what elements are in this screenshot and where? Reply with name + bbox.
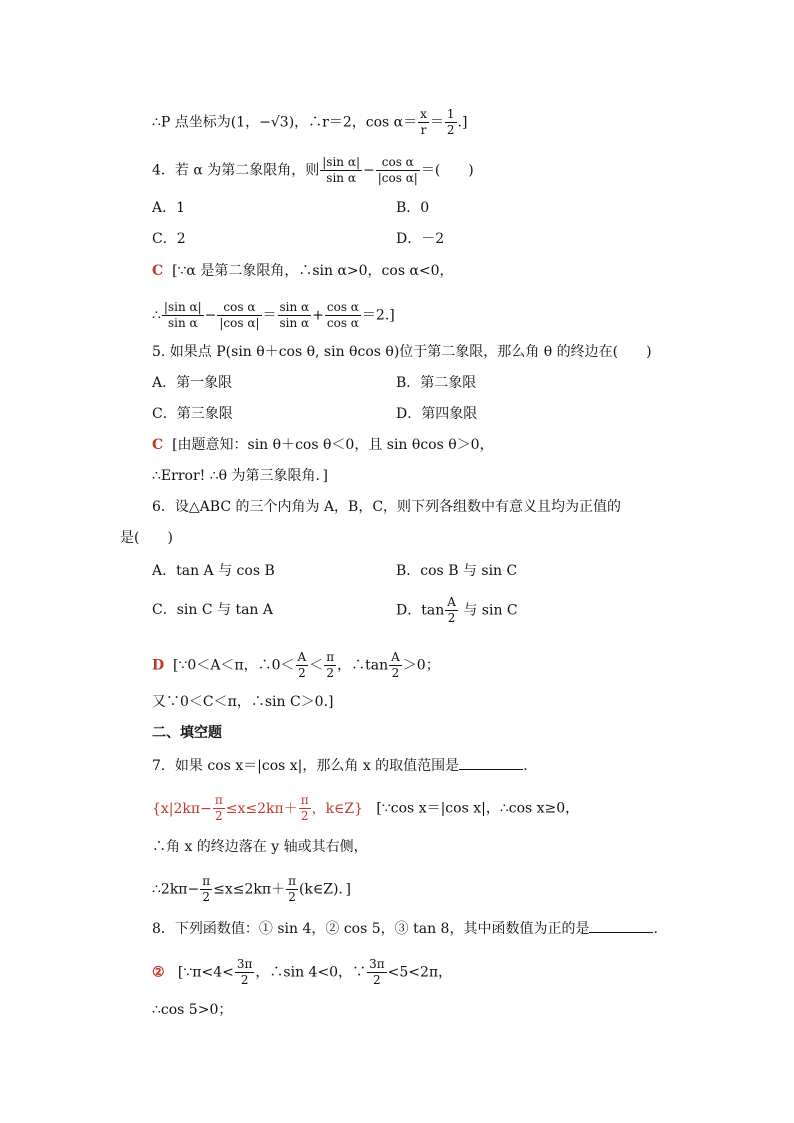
text: ∴P 点坐标为(1，−√3)，∴r＝2，cos α＝	[152, 114, 418, 131]
denominator: 2	[298, 666, 306, 680]
fraction	[296, 650, 309, 681]
fraction	[217, 300, 261, 331]
section-heading: 二、填空题	[152, 725, 222, 741]
numerator: cos α	[326, 300, 359, 314]
fraction	[213, 793, 225, 824]
fraction	[162, 300, 204, 331]
text: ，∴tan	[337, 657, 389, 674]
denominator: |cos α|	[219, 316, 260, 330]
numerator: π	[202, 874, 211, 888]
option-d	[396, 595, 518, 626]
text: ＞0；	[402, 657, 440, 674]
denominator: 2	[240, 973, 249, 987]
text: {x|2kπ−	[152, 800, 212, 817]
option-d: D．第四象限	[396, 406, 478, 422]
text: ≤x≤2kπ＋	[225, 800, 298, 817]
denominator: 2	[326, 666, 334, 680]
answer-5	[152, 435, 494, 455]
numerator: A	[391, 650, 400, 664]
answer-letter: ②	[152, 964, 165, 981]
numerator: A	[447, 595, 456, 609]
denominator: 2	[447, 611, 456, 625]
fraction	[278, 300, 312, 331]
answer-blank	[589, 918, 653, 933]
fraction	[325, 300, 361, 331]
option-c: C．2	[152, 231, 186, 247]
text: (k∈Z)．]	[298, 881, 351, 898]
numerator: A	[297, 650, 307, 664]
answer-7-line3	[152, 874, 351, 905]
text: −	[204, 307, 217, 324]
text: .	[653, 921, 658, 937]
denominator: 2	[288, 890, 296, 904]
numerator: cos α	[217, 300, 261, 316]
question-4	[152, 155, 474, 186]
option-a: A．tan A 与 cos B	[152, 563, 275, 579]
text: 与 sin C	[463, 602, 518, 619]
denominator: sin α	[167, 316, 198, 330]
text-line	[152, 107, 467, 138]
question-8	[152, 918, 658, 939]
numerator: x	[420, 107, 427, 121]
fraction	[286, 874, 298, 905]
text: ＝	[429, 114, 444, 131]
answer-5-line2: ∴Error! ∴θ 为第三象限角．]	[152, 468, 328, 484]
numerator: π	[288, 874, 296, 888]
fraction	[445, 107, 457, 138]
numerator: 3π	[236, 957, 253, 971]
numerator: π	[300, 793, 309, 807]
option-c: C．sin C 与 tan A	[152, 602, 274, 618]
numerator: π	[214, 793, 223, 807]
numerator: cos α	[376, 155, 420, 171]
answer-letter: C	[152, 263, 164, 279]
option-b: B．0	[396, 200, 430, 216]
text: [∵π<4<	[177, 964, 234, 981]
option-d: D．－2	[396, 231, 445, 247]
text: ＜	[309, 657, 324, 674]
question-6: 6．设△ABC 的三个内角为 A，B，C，则下列各组数中有意义且均为正值的	[152, 499, 622, 515]
fraction	[320, 155, 362, 186]
answer-8	[152, 957, 452, 988]
denominator: |cos α|	[377, 171, 418, 185]
text: D．tan	[396, 602, 445, 619]
fraction	[235, 957, 255, 988]
text: 7．如果 cos x＝|cos x|，那么角 x 的取值范围是	[152, 758, 460, 774]
text: ∴	[152, 307, 161, 324]
denominator: 2	[214, 809, 223, 823]
denominator: r	[420, 123, 427, 137]
text: .	[523, 758, 528, 774]
option-b: B．第二象限	[396, 375, 477, 391]
numerator: 1	[446, 107, 455, 121]
fraction	[389, 650, 402, 681]
answer-4	[152, 261, 454, 281]
text: ∴2kπ−	[152, 881, 200, 898]
option-b: B．cos B 与 sin C	[396, 563, 518, 579]
answer-6	[152, 650, 440, 681]
text: −	[363, 162, 375, 179]
option-a: A．第一象限	[152, 375, 233, 391]
numerator: |sin α|	[322, 155, 360, 169]
option-a: A．1	[152, 200, 186, 216]
text: ＝	[262, 307, 277, 324]
text: 4．若 α 为第二象限角，则	[152, 162, 320, 179]
option-c: C．第三象限	[152, 406, 233, 422]
text: <5<2π，	[387, 964, 453, 981]
denominator: sin α	[326, 171, 356, 185]
answer-4-line2	[152, 300, 395, 331]
answer-7-line2: ∴角 x 的终边落在 y 轴或其右侧，	[152, 839, 368, 855]
answer-letter: D	[152, 657, 165, 674]
text: [∵α 是第二象限角，∴sin α>0，cos α<0，	[172, 263, 454, 279]
question-6-line2: 是( )	[120, 530, 173, 546]
numerator: 3π	[369, 957, 385, 971]
answer-range	[152, 793, 364, 823]
denominator: 2	[202, 890, 210, 904]
fraction	[200, 874, 212, 905]
numerator: sin α	[279, 300, 310, 314]
denominator: cos α	[326, 316, 359, 330]
numerator: |sin α|	[163, 300, 202, 314]
text: .]	[457, 114, 468, 131]
question-7	[152, 755, 528, 776]
denominator: sin α	[279, 316, 310, 330]
text: [∵0＜A＜π，∴0＜	[173, 657, 295, 674]
answer-6-line2: 又∵0＜C＜π，∴sin C＞0.]	[152, 694, 334, 710]
denominator: 2	[391, 666, 400, 680]
answer-8-line2: ∴cos 5>0；	[152, 1002, 233, 1018]
text: ，k∈Z}	[311, 800, 364, 817]
text: ＝2.]	[361, 307, 395, 324]
denominator: 2	[300, 809, 309, 823]
text: [∵cos x＝|cos x|，∴cos x≥0，	[376, 800, 580, 817]
question-5: 5. 如果点 P(sin θ＋cos θ, sin θcos θ)位于第二象限，那么角 θ 的终边在( )	[152, 344, 652, 360]
answer-letter: C	[152, 437, 164, 453]
fraction	[418, 107, 429, 138]
denominator: 2	[373, 973, 381, 987]
text: +	[312, 307, 324, 324]
answer-7	[152, 793, 579, 824]
denominator: 2	[446, 123, 455, 137]
text: [由题意知：sin θ＋cos θ＜0，且 sin θcos θ＞0，	[172, 437, 494, 453]
fraction	[376, 155, 420, 186]
text: 8．下列函数值：① sin 4，② cos 5，③ tan 8，其中函数值为正的是	[152, 921, 590, 937]
fraction	[445, 595, 458, 626]
text: ＝( )	[420, 162, 474, 179]
text: ≤x≤2kπ＋	[213, 881, 286, 898]
fraction	[324, 650, 336, 681]
fraction	[367, 957, 387, 988]
answer-blank	[459, 755, 523, 770]
fraction	[299, 793, 311, 824]
text: ，∴sin 4<0，∵	[255, 964, 367, 981]
numerator: π	[326, 650, 335, 664]
